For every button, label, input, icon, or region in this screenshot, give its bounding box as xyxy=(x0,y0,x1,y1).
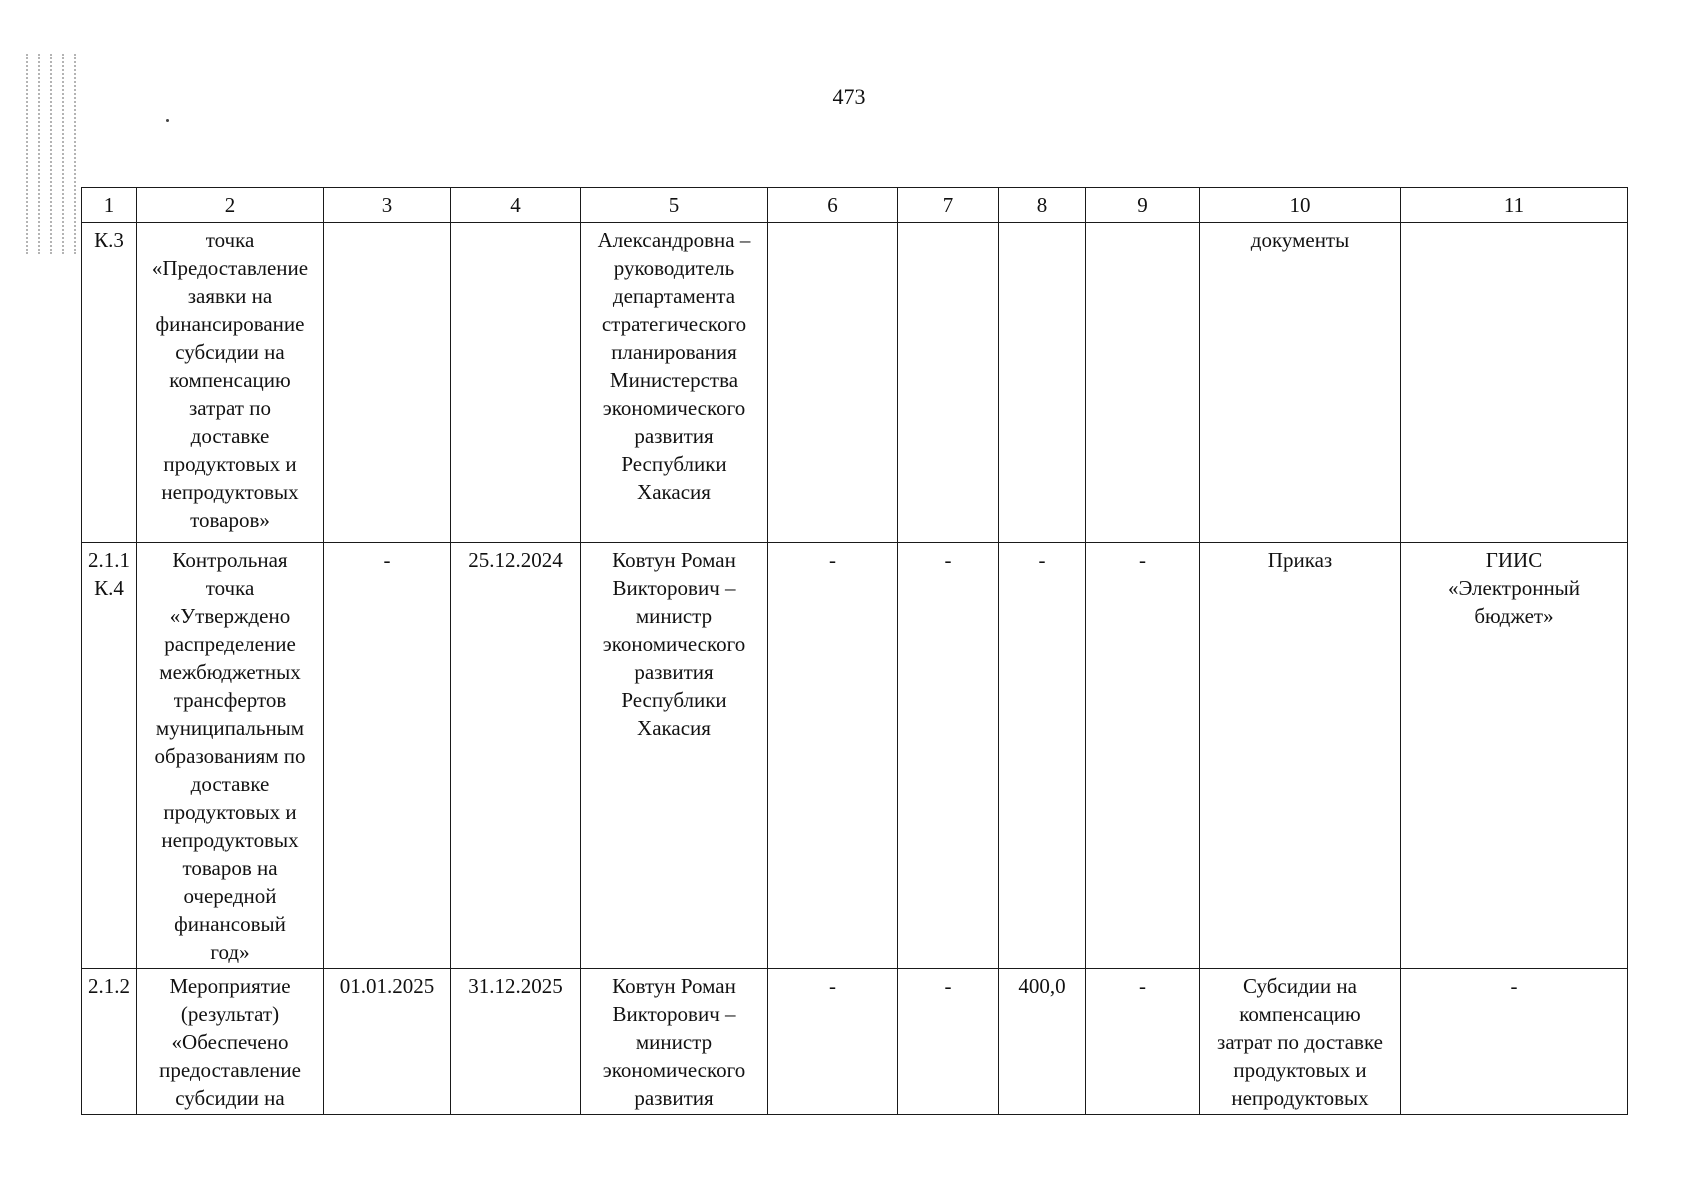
start-date-cell: 01.01.2025 xyxy=(324,969,451,1115)
column-header: 1 xyxy=(82,188,137,223)
end-date-cell: 25.12.2024 xyxy=(451,543,581,969)
value-cell-9: - xyxy=(1086,543,1200,969)
row-number-cell: К.3 xyxy=(82,223,137,543)
name-cell: Мероприятие (результат) «Обеспечено предоставление субсидии на xyxy=(137,969,324,1115)
page-number: 473 xyxy=(832,84,866,109)
value-cell-9 xyxy=(1086,223,1200,543)
value-cell-6: - xyxy=(768,969,898,1115)
value-cell-8: - xyxy=(999,543,1086,969)
end-date-cell xyxy=(451,223,581,543)
row-number-cell: 2.1.2 xyxy=(82,969,137,1115)
column-header: 5 xyxy=(581,188,768,223)
start-date-cell: - xyxy=(324,543,451,969)
table-row xyxy=(82,223,1628,543)
value-cell-6 xyxy=(768,223,898,543)
row-number-cell: 2.1.1 К.4 xyxy=(82,543,137,969)
column-header: 7 xyxy=(898,188,999,223)
responsible-cell: Александровна – руководитель департамента стратегического планирования Министерства экономического развития Республики Хакасия xyxy=(581,223,768,543)
value-cell-7 xyxy=(898,223,999,543)
table-header-row xyxy=(82,188,1628,223)
system-cell: - xyxy=(1401,969,1628,1115)
document-type-cell: Приказ xyxy=(1200,543,1401,969)
start-date-cell xyxy=(324,223,451,543)
value-cell-9: - xyxy=(1086,969,1200,1115)
value-cell-7: - xyxy=(898,969,999,1115)
column-header: 3 xyxy=(324,188,451,223)
value-cell-6: - xyxy=(768,543,898,969)
name-cell: Контрольная точка «Утверждено распределение межбюджетных трансфертов муниципальным образованиям по доставке продуктовых и непродуктовых товаров на очередной финансовый год» xyxy=(137,543,324,969)
column-header: 8 xyxy=(999,188,1086,223)
document-table xyxy=(81,187,1628,1115)
name-cell: точка «Предоставление заявки на финансирование субсидии на компенсацию затрат по доставке продуктовых и непродуктовых товаров» xyxy=(137,223,324,543)
column-header: 9 xyxy=(1086,188,1200,223)
value-cell-8 xyxy=(999,223,1086,543)
column-header: 11 xyxy=(1401,188,1628,223)
table-row xyxy=(82,969,1628,1115)
document-type-cell: Субсидии на компенсацию затрат по доставке продуктовых и непродуктовых xyxy=(1200,969,1401,1115)
document-type-cell: документы xyxy=(1200,223,1401,543)
system-cell xyxy=(1401,223,1628,543)
value-cell-7: - xyxy=(898,543,999,969)
column-header: 10 xyxy=(1200,188,1401,223)
responsible-cell: Ковтун Роман Викторович – министр экономического развития xyxy=(581,969,768,1115)
scan-speck xyxy=(166,119,169,122)
column-header: 4 xyxy=(451,188,581,223)
end-date-cell: 31.12.2025 xyxy=(451,969,581,1115)
table-row xyxy=(82,543,1628,969)
column-header: 2 xyxy=(137,188,324,223)
column-header: 6 xyxy=(768,188,898,223)
value-cell-8: 400,0 xyxy=(999,969,1086,1115)
responsible-cell: Ковтун Роман Викторович – министр экономического развития Республики Хакасия xyxy=(581,543,768,969)
margin-stamp-image xyxy=(20,48,84,258)
system-cell: ГИИС «Электронный бюджет» xyxy=(1401,543,1628,969)
